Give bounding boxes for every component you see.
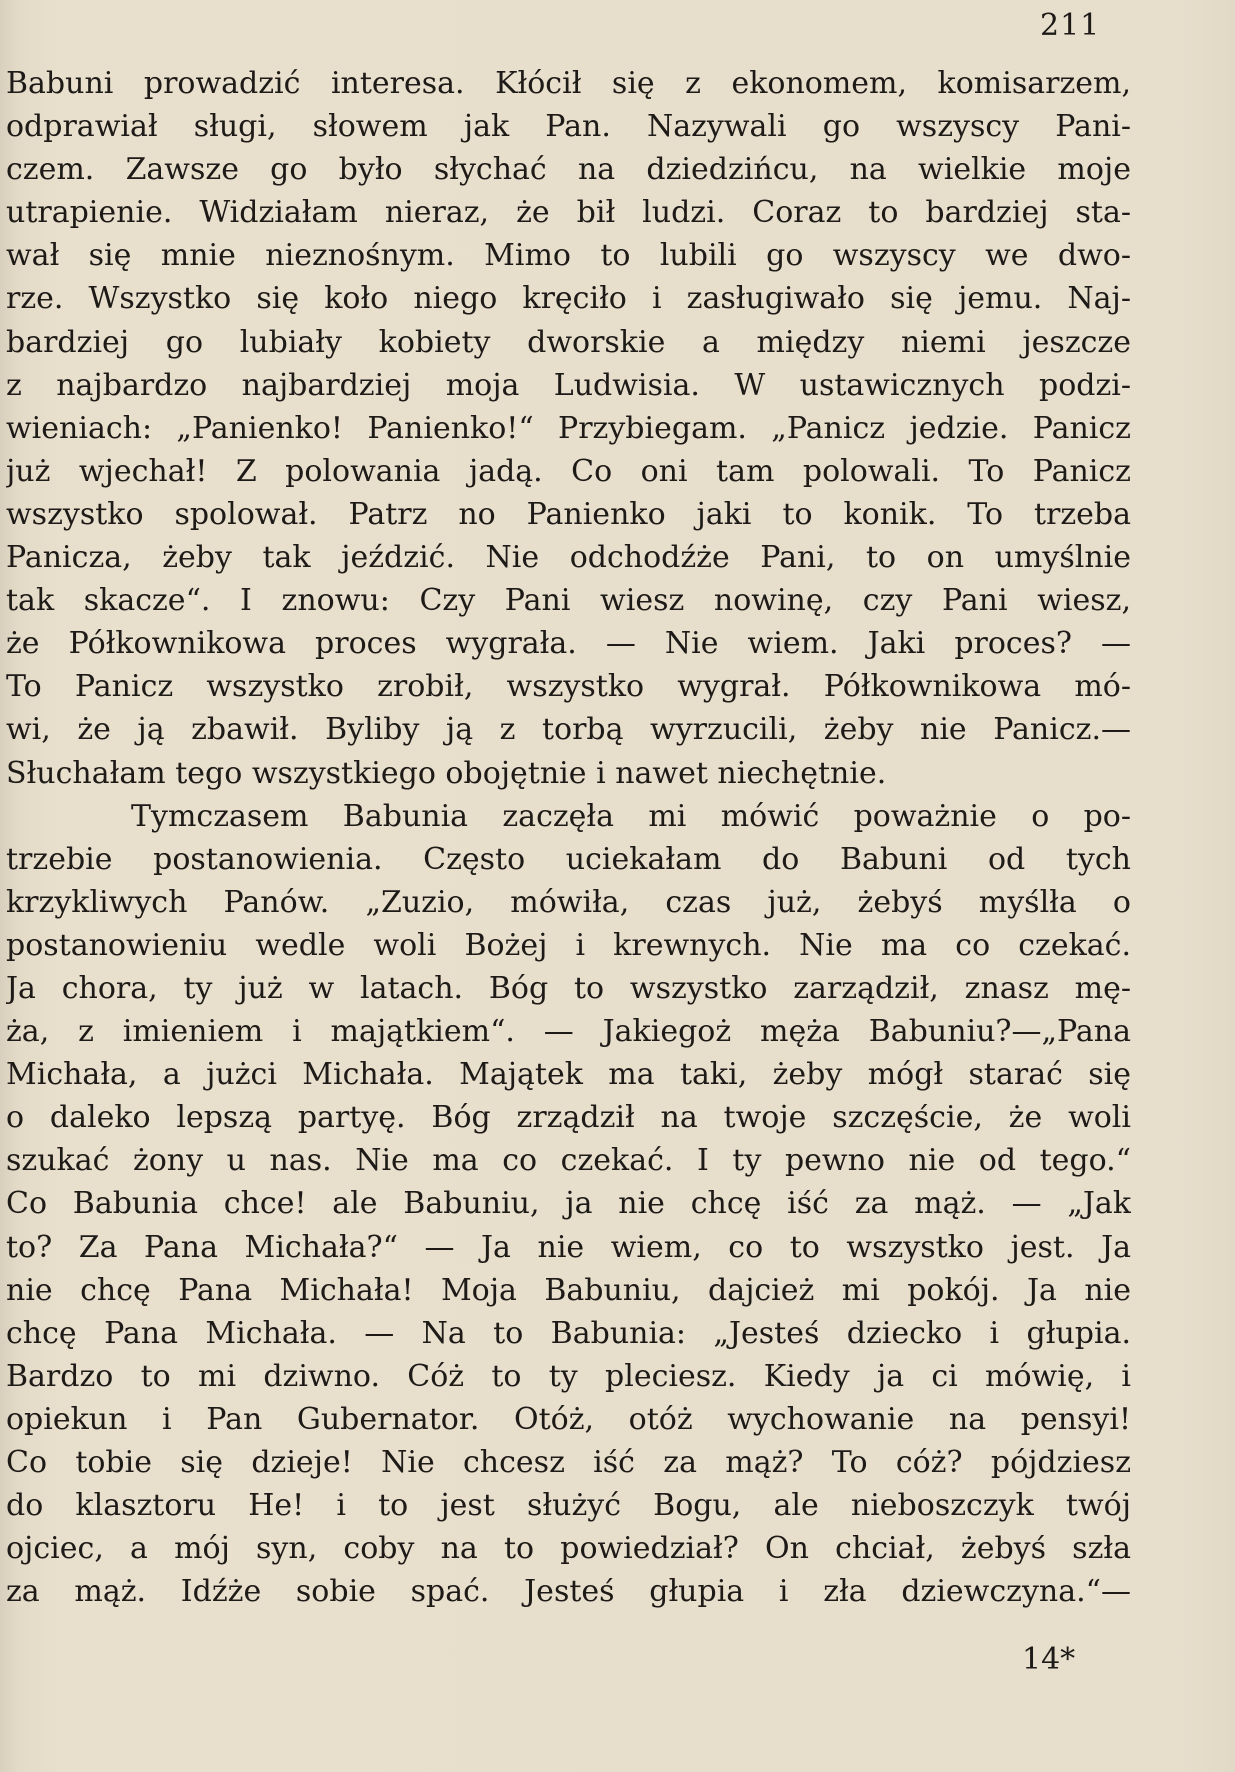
text-line: do klasztoru He! i to jest służyć Bogu, ale nieboszczyk twój (6, 1488, 1131, 1524)
text-line: krzykliwych Panów. „Zuzio, mówiła, czas już, żebyś myślła o (6, 884, 1131, 920)
text-line: postanowieniu wedle woli Bożej i krewnych. Nie ma co czekać. (6, 927, 1131, 963)
paragraph-start-line: Tymczasem Babunia zaczęła mi mówić poważnie o po- (131, 798, 1131, 834)
text-line: za mąż. Idźże sobie spać. Jesteś głupia i zła dziewczyna.“— (6, 1574, 1131, 1610)
text-line: Co tobie się dzieje! Nie chcesz iść za mąż? To cóż? pójdziesz (6, 1445, 1131, 1480)
text-line: nie chcę Pana Michała! Moja Babuniu, dajcież mi pokój. Ja nie (6, 1272, 1131, 1308)
text-line: Panicza, żeby tak jeździć. Nie odchodźże Pani, to on umyślnie (6, 540, 1131, 576)
text-line: opiekun i Pan Gubernator. Otóż, otóż wychowanie na pensyi! (6, 1401, 1131, 1437)
printer-signature-mark: 14* (1022, 1642, 1076, 1677)
text-line: trzebie postanowienia. Często uciekałam do Babuni od tych (6, 841, 1131, 877)
text-line: wi, że ją zbawił. Byliby ją z torbą wyrzucili, żeby nie Panicz.— (6, 712, 1131, 748)
text-line: chcę Pana Michała. — Na to Babunia: „Jesteś dziecko i głupia. (6, 1315, 1131, 1351)
text-line: Babuni prowadzić interesa. Kłócił się z ekonomem, komisarzem, (6, 66, 1131, 101)
text-line: odprawiał sługi, słowem jak Pan. Nazywali go wszyscy Pani- (6, 109, 1131, 145)
text-line: ża, z imieniem i majątkiem“. — Jakiegoż męża Babuniu?—„Pana (6, 1014, 1131, 1050)
text-line: z najbardzo najbardziej moja Ludwisia. W ustawicznych podzi- (6, 367, 1131, 403)
text-line: że Półkownikowa proces wygrała. — Nie wiem. Jaki proces? — (6, 626, 1131, 662)
text-line: utrapienie. Widziałam nieraz, że bił ludzi. Coraz to bardziej sta- (6, 195, 1131, 231)
text-line: Ja chora, ty już w latach. Bóg to wszystko zarządził, znasz mę- (6, 970, 1131, 1006)
text-line: Co Babunia chce! ale Babuniu, ja nie chcę iść za mąż. — „Jak (6, 1186, 1131, 1222)
text-line: To Panicz wszystko zrobił, wszystko wygrał. Półkownikowa mó- (6, 669, 1131, 705)
text-line: bardziej go lubiały kobiety dworskie a między niemi jeszcze (6, 324, 1131, 360)
text-line: wszystko spolował. Patrz no Panienko jaki to konik. To trzeba (6, 496, 1131, 532)
text-line: wał się mnie nieznośnym. Mimo to lubili go wszyscy we dwo- (6, 238, 1131, 274)
paragraph-end-line: Słuchałam tego wszystkiego obojętnie i nawet niechętnie. (6, 755, 887, 791)
text-line: tak skacze“. I znowu: Czy Pani wiesz nowinę, czy Pani wiesz, (6, 583, 1131, 619)
text-line: Bardzo to mi dziwno. Cóż to ty pleciesz. Kiedy ja ci mówię, i (6, 1358, 1131, 1394)
text-line: już wjechał! Z polowania jadą. Co oni tam polowali. To Panicz (6, 453, 1131, 489)
text-line: ojciec, a mój syn, coby na to powiedział? On chciał, żebyś szła (6, 1531, 1131, 1567)
text-line: rze. Wszystko się koło niego kręciło i zasługiwało się jemu. Naj- (6, 281, 1131, 317)
text-line: czem. Zawsze go było słychać na dziedzińcu, na wielkie moje (6, 152, 1131, 188)
body-text (6, 62, 1131, 1613)
text-line: szukać żony u nas. Nie ma co czekać. I ty pewno nie od tego.“ (6, 1143, 1131, 1179)
text-line: Michała, a jużci Michała. Majątek ma taki, żeby mógł starać się (6, 1057, 1131, 1093)
text-line: to? Za Pana Michała?“ — Ja nie wiem, co to wszystko jest. Ja (6, 1229, 1131, 1265)
text-line: o daleko lepszą partyę. Bóg zrządził na twoje szczęście, że woli (6, 1100, 1131, 1136)
page-number: 211 (1040, 8, 1101, 43)
text-line: wieniach: „Panienko! Panienko!“ Przybiegam. „Panicz jedzie. Panicz (6, 410, 1131, 446)
